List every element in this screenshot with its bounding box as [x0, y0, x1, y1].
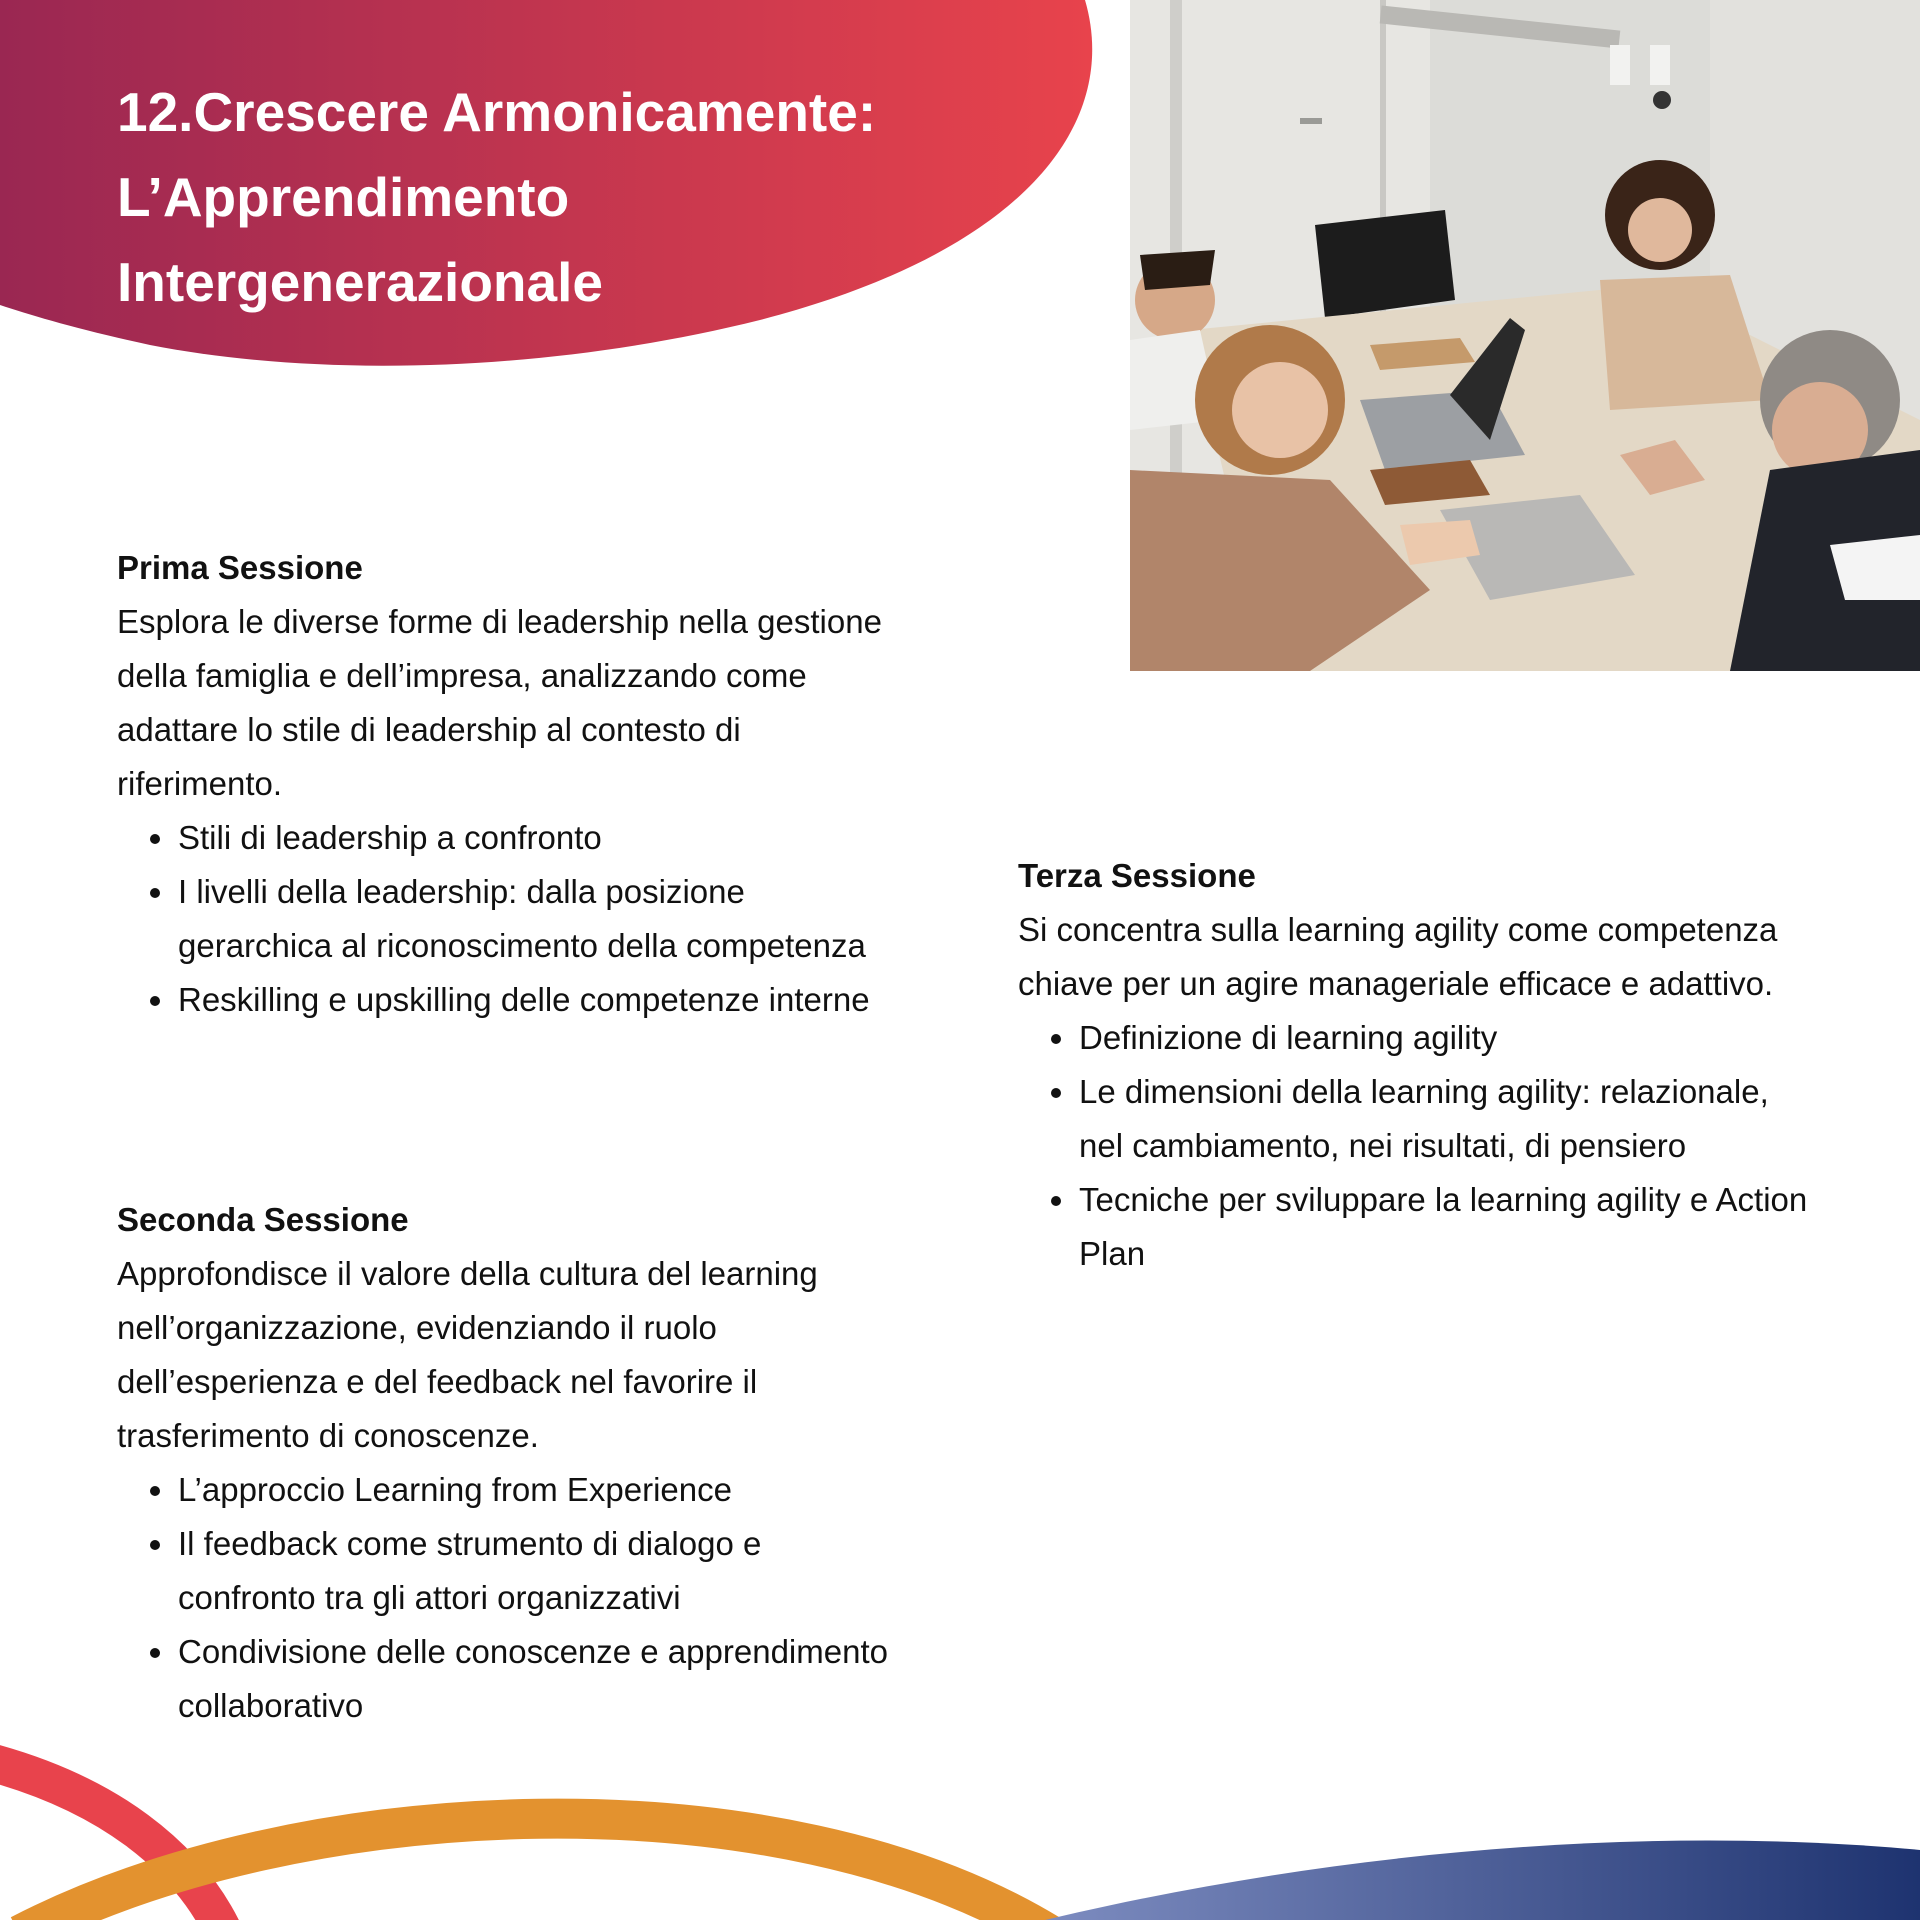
- session-title: Terza Sessione: [1018, 857, 1256, 894]
- page-title: [117, 70, 1017, 325]
- session-body: Si concentra sulla learning agility come competenza chiave per un agire manageriale efficace e adattivo.: [1018, 911, 1778, 1002]
- session-title: Seconda Sessione: [117, 1201, 409, 1238]
- bullet-item: Il feedback come strumento di dialogo e confronto tra gli attori organizzativi: [178, 1517, 897, 1625]
- orange-arc-bottom: [20, 1819, 1050, 1920]
- bullet-item: Tecniche per sviluppare la learning agility e Action Plan: [1079, 1173, 1818, 1281]
- title-line: 12.Crescere Armonicamente:: [117, 81, 877, 143]
- bullet-item: Stili di leadership a confronto: [178, 811, 897, 865]
- session-title: Prima Sessione: [117, 549, 363, 586]
- bullet-item: Definizione di learning agility: [1079, 1011, 1818, 1065]
- bullet-item: Le dimensioni della learning agility: relazionale, nel cambiamento, nei risultati, di pensiero: [1079, 1065, 1818, 1173]
- session-seconda: [117, 1193, 897, 1733]
- session-body: Esplora le diverse forme di leadership nella gestione della famiglia e dell’impresa, analizzando come adattare lo stile di leadership al contesto di riferimento.: [117, 603, 882, 802]
- bullet-item: Condivisione delle conoscenze e apprendimento collaborativo: [178, 1625, 897, 1733]
- title-line: L’Apprendimento: [117, 166, 570, 228]
- session-bullet-list: [117, 811, 897, 1027]
- meeting-photo-icon: [1130, 0, 1920, 671]
- bullet-item: I livelli della leadership: dalla posizione gerarchica al riconoscimento della competenza: [178, 865, 897, 973]
- session-terza: [1018, 849, 1818, 1281]
- meeting-photo: [1130, 0, 1920, 671]
- session-bullet-list: [117, 1463, 897, 1733]
- session-bullet-list: [1018, 1011, 1818, 1281]
- title-line: Intergenerazionale: [117, 251, 603, 313]
- bullet-item: Reskilling e upskilling delle competenze interne: [178, 973, 897, 1027]
- session-prima: [117, 541, 897, 1027]
- session-body: Approfondisce il valore della cultura del learning nell’organizzazione, evidenziando il ruolo dell’esperienza e del feedback nel favorire il trasferimento di conoscenze.: [117, 1255, 818, 1454]
- bullet-item: L’approccio Learning from Experience: [178, 1463, 897, 1517]
- navy-wave-bottom: [1045, 1841, 1920, 1920]
